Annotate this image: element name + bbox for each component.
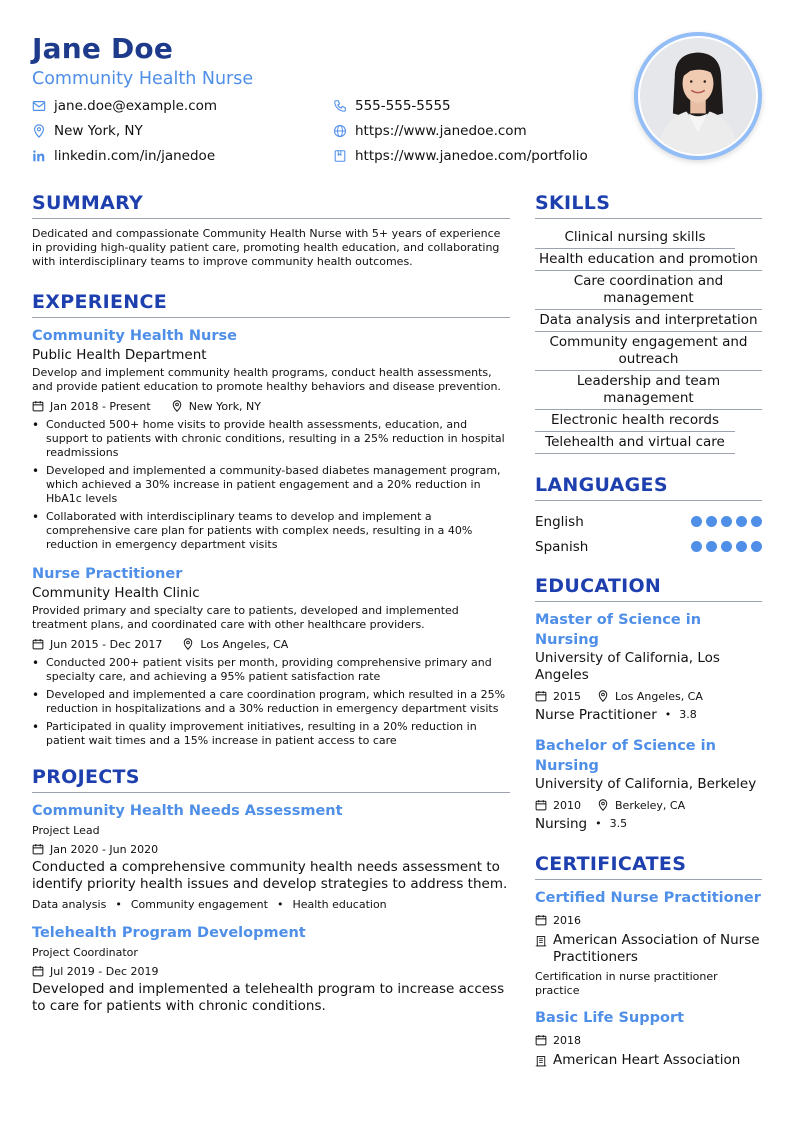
education-meta — [535, 688, 762, 704]
skill-item: Data analysis and interpretation — [535, 310, 762, 332]
proficiency-dot — [721, 516, 732, 527]
certificate-entry — [535, 1008, 762, 1069]
field-of-study: Nursing — [535, 816, 588, 832]
skills-heading: SKILLS — [535, 190, 762, 219]
proficiency-dot — [721, 541, 732, 552]
skill-item: Electronic health records — [535, 410, 735, 432]
candidate-name: Jane Doe — [32, 32, 174, 65]
languages-heading: LANGUAGES — [535, 472, 762, 501]
profile-photo — [640, 38, 756, 154]
job-meta — [32, 636, 510, 652]
bookmark-icon — [333, 149, 347, 163]
job-title: Community Health Nurse — [32, 328, 237, 344]
certificate-title: Basic Life Support — [535, 1010, 685, 1026]
certificate-title: Certified Nurse Practitioner — [535, 890, 761, 906]
job-description: Develop and implement community health programs, conduct health assessments, and provide patient education to promote healthy behaviors and disease prevention. — [32, 366, 501, 393]
proficiency-dot — [751, 541, 762, 552]
job-location: Los Angeles, CA — [200, 637, 289, 651]
project-title: Telehealth Program Development — [32, 925, 306, 941]
location-pin-icon — [182, 638, 194, 650]
skill-item: Leadership and team management — [535, 371, 762, 410]
job-dates: Jun 2015 - Dec 2017 — [50, 637, 163, 651]
email-text: jane.doe@example.com — [54, 98, 218, 114]
phone-contact[interactable] — [333, 98, 451, 114]
calendar-icon — [535, 799, 547, 811]
certificate-meta — [535, 912, 762, 928]
education-field: Nursing • 3.5 — [535, 816, 628, 832]
certificate-year: 2018 — [553, 1033, 581, 1047]
achievement-item: • Collaborated with interdisciplinary teams to develop and implement a comprehensive care plan for patients with complex needs, resulting in a 40% reduction in emergency department visits — [32, 510, 510, 552]
institution-icon — [535, 935, 547, 947]
achievement-item: • Conducted 500+ home visits to provide health assessments, education, and support to patients with chronic conditions, resulting in a 25% reduction in hospital readmissions — [32, 418, 510, 460]
proficiency-dot — [736, 541, 747, 552]
project-role: Project Coordinator — [32, 946, 138, 959]
email-icon — [32, 99, 46, 113]
calendar-icon — [32, 965, 44, 977]
achievement-item: • Conducted 200+ patient visits per month, providing comprehensive primary and specialty care, and achieving a 95% patient satisfaction rate — [32, 656, 510, 684]
portfolio-contact[interactable] — [333, 148, 588, 164]
education-entry — [535, 736, 762, 833]
language-name: Spanish — [535, 538, 589, 555]
degree-title: Master of Science in Nursing — [535, 612, 702, 648]
gpa: 3.5 — [609, 817, 628, 830]
education-entry — [535, 610, 762, 724]
certificate-issuer — [535, 1052, 762, 1069]
school-location: Los Angeles, CA — [615, 689, 703, 703]
proficiency-dot — [691, 516, 702, 527]
degree-title: Bachelor of Science in Nursing — [535, 738, 716, 774]
calendar-icon — [32, 400, 44, 412]
project-role: Project Lead — [32, 824, 100, 837]
certificate-year: 2016 — [553, 913, 581, 927]
email-contact[interactable] — [32, 98, 217, 114]
proficiency-dot — [706, 541, 717, 552]
skill-item: Telehealth and virtual care — [535, 432, 735, 454]
location-text: New York, NY — [54, 123, 143, 139]
phone-text: 555-555-5555 — [355, 98, 451, 114]
calendar-icon — [32, 843, 44, 855]
project-meta — [32, 841, 510, 857]
language-item — [535, 509, 762, 534]
gpa: 3.8 — [679, 708, 697, 721]
location-contact — [32, 123, 143, 139]
job-location: New York, NY — [188, 399, 261, 413]
right-column — [535, 190, 762, 1069]
project-dates: Jan 2020 - Jun 2020 — [50, 842, 159, 856]
school-name: University of California, Los Angeles — [535, 650, 720, 683]
linkedin-contact[interactable] — [32, 148, 215, 164]
skill-item: Health education and promotion — [535, 249, 762, 271]
skill-item: Clinical nursing skills — [535, 227, 735, 249]
projects-heading: PROJECTS — [32, 764, 510, 793]
skills-list — [535, 227, 762, 454]
certificates-heading: CERTIFICATES — [535, 851, 762, 880]
calendar-icon — [535, 1034, 547, 1046]
project-title: Community Health Needs Assessment — [32, 803, 343, 819]
left-column — [32, 190, 510, 1015]
job-achievements — [32, 418, 510, 552]
education-meta — [535, 797, 762, 813]
achievement-item: • Developed and implemented a community-based diabetes management program, which achieved a 30% increase in patient engagement and a 20% reduction in HbA1c levels — [32, 464, 510, 506]
summary-heading: SUMMARY — [32, 190, 510, 219]
skill-item: Community engagement and outreach — [535, 332, 762, 371]
job-dates: Jan 2018 - Present — [50, 399, 151, 413]
calendar-icon — [32, 638, 44, 650]
job-meta — [32, 398, 510, 414]
portfolio-text: https://www.janedoe.com/portfolio — [355, 148, 588, 164]
experience-entry — [32, 326, 510, 552]
language-level-dots — [687, 541, 762, 552]
achievement-item: • Developed and implemented a care coordination program, which resulted in a 25% reduction in hospitalizations and a 30% reduction in emergency department visits — [32, 688, 510, 716]
project-description: Developed and implemented a telehealth program to increase access to care for patients with chronic conditions. — [32, 981, 505, 1014]
linkedin-icon — [32, 149, 46, 163]
proficiency-dot — [736, 516, 747, 527]
proficiency-dot — [706, 516, 717, 527]
language-level-dots — [687, 516, 762, 527]
job-description: Provided primary and specialty care to patients, developed and implemented treatment plans, and coordinated care with other healthcare providers. — [32, 604, 459, 631]
project-entry — [32, 923, 510, 1015]
certificate-description: Certification in nurse practitioner practice — [535, 970, 718, 997]
location-pin-icon — [32, 124, 46, 138]
experience-heading: EXPERIENCE — [32, 289, 510, 318]
globe-icon — [333, 124, 347, 138]
field-of-study: Nurse Practitioner — [535, 707, 657, 723]
proficiency-dot — [691, 541, 702, 552]
institution-icon — [535, 1055, 547, 1067]
language-name: English — [535, 513, 584, 530]
language-item — [535, 534, 762, 559]
experience-entry — [32, 564, 510, 748]
proficiency-dot — [751, 516, 762, 527]
certificate-issuer — [535, 932, 762, 966]
summary-text: Dedicated and compassionate Community Health Nurse with 5+ years of experience in providing high-quality patient care, promoting health education, and collaborating with interdisciplinary teams to improve community health outcomes. — [32, 227, 501, 268]
issuer-name: American Heart Association — [553, 1052, 741, 1068]
job-title: Nurse Practitioner — [32, 566, 183, 582]
issuer-name: American Association of Nurse Practitioners — [553, 932, 760, 965]
school-name: University of California, Berkeley — [535, 776, 757, 792]
job-achievements — [32, 656, 510, 748]
website-contact[interactable] — [333, 123, 527, 139]
phone-icon — [333, 99, 347, 113]
calendar-icon — [535, 690, 547, 702]
profile-photo-frame — [634, 32, 762, 160]
skill-item: Care coordination and management — [535, 271, 762, 310]
linkedin-text: linkedin.com/in/janedoe — [54, 148, 216, 164]
website-text: https://www.janedoe.com — [355, 123, 527, 139]
certificate-entry — [535, 888, 762, 998]
calendar-icon — [535, 914, 547, 926]
project-dates: Jul 2019 - Dec 2019 — [50, 964, 159, 978]
project-tag: Community engagement — [130, 898, 268, 911]
school-location: Berkeley, CA — [615, 798, 686, 812]
location-pin-icon — [171, 400, 183, 412]
education-field: Nurse Practitioner • 3.8 — [535, 707, 697, 723]
project-entry — [32, 801, 510, 913]
job-organization: Community Health Clinic — [32, 585, 200, 601]
graduation-year: 2015 — [553, 689, 581, 703]
project-meta — [32, 963, 510, 979]
location-pin-icon — [597, 799, 609, 811]
job-organization: Public Health Department — [32, 347, 207, 363]
location-pin-icon — [597, 690, 609, 702]
project-tag: Health education — [292, 898, 387, 911]
candidate-title: Community Health Nurse — [32, 69, 254, 89]
project-tags: Data analysis • Community engagement • Health education — [32, 898, 387, 911]
certificate-meta — [535, 1032, 762, 1048]
project-tag: Data analysis — [32, 898, 107, 911]
achievement-item: • Participated in quality improvement initiatives, resulting in a 20% reduction in patient wait times and a 15% increase in patient access to care — [32, 720, 510, 748]
project-description: Conducted a comprehensive community health needs assessment to identify priority health issues and develop strategies to address them. — [32, 859, 508, 892]
education-heading: EDUCATION — [535, 573, 762, 602]
graduation-year: 2010 — [553, 798, 581, 812]
